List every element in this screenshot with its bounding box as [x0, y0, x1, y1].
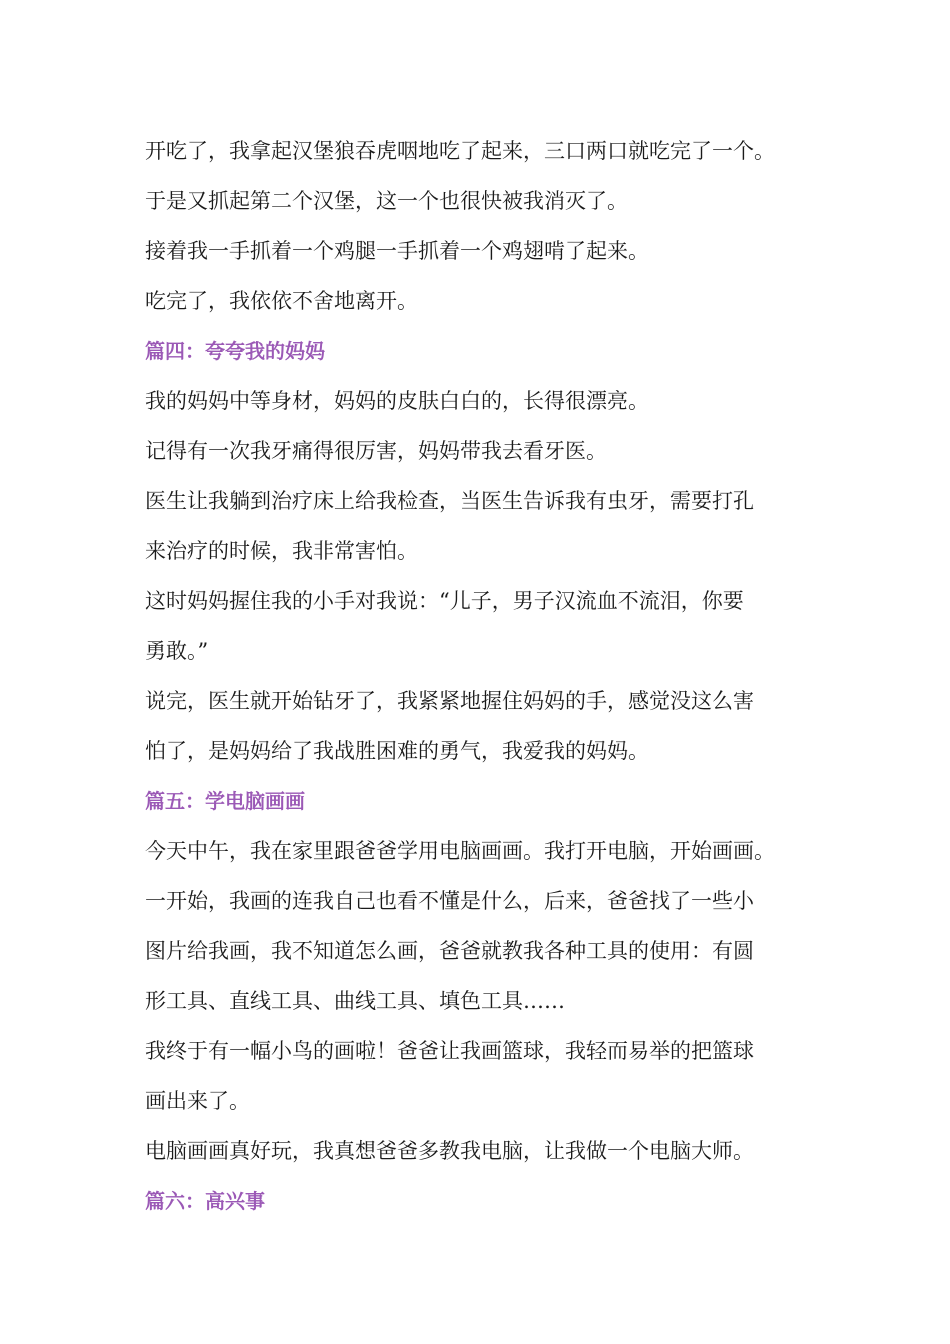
- paragraph-line: 说完，医生就开始钻牙了，我紧紧地握住妈妈的手，感觉没这么害: [145, 689, 754, 713]
- paragraph-line: 于是又抓起第二个汉堡，这一个也很快被我消灭了。: [145, 189, 628, 213]
- paragraph-line: 我的妈妈中等身材，妈妈的皮肤白白的，长得很漂亮。: [145, 389, 649, 413]
- paragraph-line: 医生让我躺到治疗床上给我检查，当医生告诉我有虫牙，需要打孔: [145, 489, 754, 513]
- document-body: [145, 126, 825, 1226]
- paragraph-line: 记得有一次我牙痛得很厉害，妈妈带我去看牙医。: [145, 439, 607, 463]
- paragraph-line: 一开始，我画的连我自己也看不懂是什么，后来，爸爸找了一些小: [145, 889, 754, 913]
- paragraph-line: 吃完了，我依依不舍地离开。: [145, 289, 418, 313]
- paragraph-line: 图片给我画，我不知道怎么画，爸爸就教我各种工具的使用：有圆: [145, 939, 754, 963]
- section-heading: 篇四：夸夸我的妈妈: [145, 339, 325, 363]
- section-heading: 篇六：高兴事: [145, 1189, 265, 1213]
- paragraph-line: 电脑画画真好玩，我真想爸爸多教我电脑，让我做一个电脑大师。: [145, 1139, 754, 1163]
- section-heading: 篇五：学电脑画画: [145, 789, 305, 813]
- paragraph-line: 来治疗的时候，我非常害怕。: [145, 539, 418, 563]
- paragraph-line: 怕了，是妈妈给了我战胜困难的勇气，我爱我的妈妈。: [145, 739, 649, 763]
- paragraph-line: 形工具、直线工具、曲线工具、填色工具……: [145, 989, 565, 1013]
- paragraph-line: 接着我一手抓着一个鸡腿一手抓着一个鸡翅啃了起来。: [145, 239, 649, 263]
- paragraph-line: 这时妈妈握住我的小手对我说：“儿子，男子汉流血不流泪，你要: [145, 589, 744, 613]
- paragraph-line: 开吃了，我拿起汉堡狼吞虎咽地吃了起来，三口两口就吃完了一个。: [145, 139, 775, 163]
- paragraph-line: 今天中午，我在家里跟爸爸学用电脑画画。我打开电脑，开始画画。: [145, 839, 775, 863]
- paragraph-line: 画出来了。: [145, 1089, 250, 1113]
- paragraph-line: 我终于有一幅小鸟的画啦！爸爸让我画篮球，我轻而易举的把篮球: [145, 1039, 754, 1063]
- paragraph-line: 勇敢。”: [145, 639, 209, 663]
